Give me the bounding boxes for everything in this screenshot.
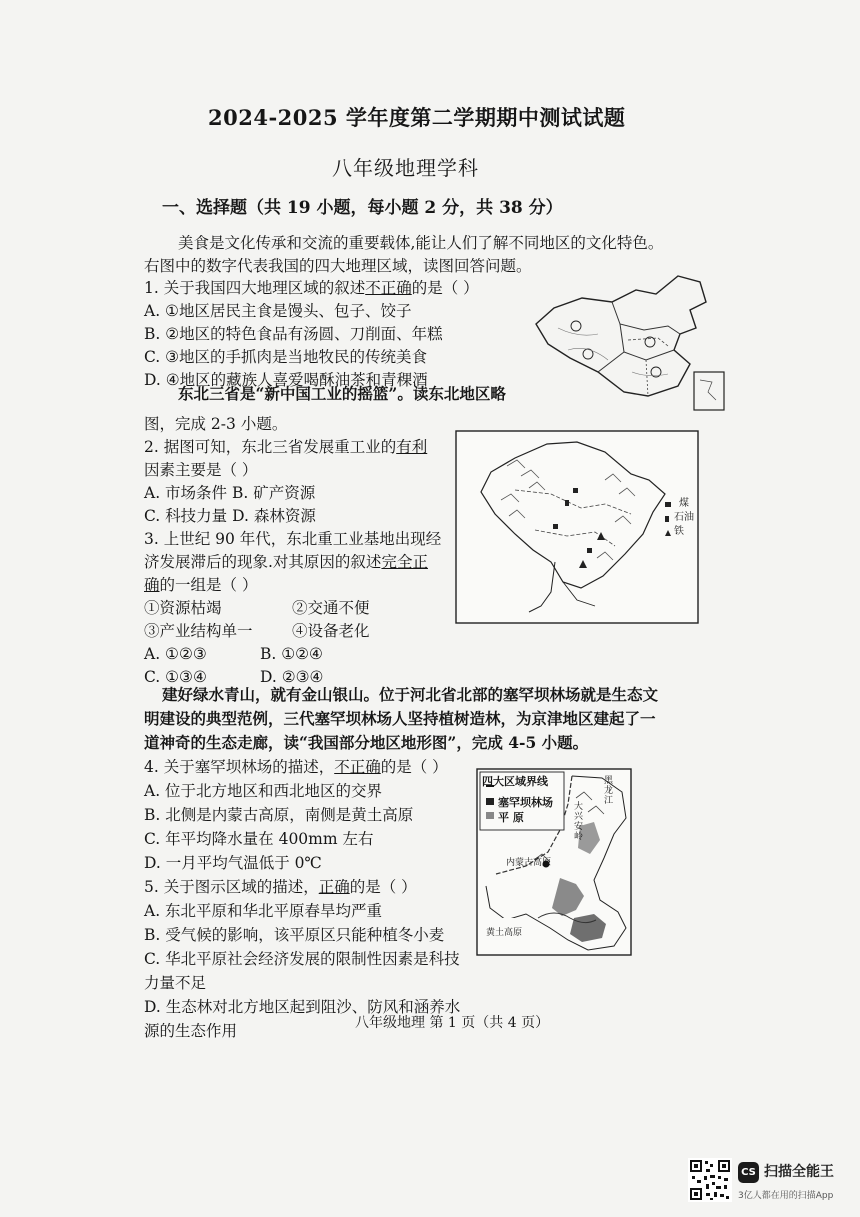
legend-saihanba-label: 塞罕坝林场 xyxy=(498,796,553,809)
question-3-statement-4: ④设备老化 xyxy=(292,622,370,640)
question-4-option-d: D. 一月平均气温低于 0℃ xyxy=(144,854,322,872)
page-footer: 八年级地理 第 1 页（共 4 页） xyxy=(355,1015,550,1031)
question-5-stem xyxy=(144,877,417,897)
question-3-option-c: C. ①③④ xyxy=(144,668,207,686)
question-5-option-d-cont: 源的生态作用 xyxy=(144,1022,238,1040)
stem-emphasis: 不正确 xyxy=(334,758,381,776)
question-3-statement-2: ②交通不便 xyxy=(292,599,370,617)
question-2-stem-line2: 因素主要是（ ） xyxy=(144,461,258,479)
north-china-terrain-map xyxy=(476,768,632,956)
legend-iron-label: 铁 xyxy=(674,526,684,537)
label-heilongjiang: 黑 龙 江 xyxy=(604,776,614,806)
stem-text: 1. 关于我国四大地理区域的叙述 xyxy=(144,279,366,297)
question-2-stem xyxy=(144,437,427,457)
question-3-option-a: A. ①②③ xyxy=(144,645,207,663)
question-4-option-a: A. 位于北方地区和西北地区的交界 xyxy=(144,782,383,800)
question-2-options-cd: C. 科技力量 D. 森林资源 xyxy=(144,507,316,525)
intro-paragraph-line: 右图中的数字代表我国的四大地理区域，读图回答问题。 xyxy=(144,257,532,275)
exam-subject: 八年级地理学科 xyxy=(332,156,479,180)
question-3-stem-line2 xyxy=(144,552,428,572)
stem-emphasis: 正确 xyxy=(318,878,350,896)
question-5-option-c: C. 华北平原社会经济发展的限制性因素是科技 xyxy=(144,950,460,968)
china-regions-map xyxy=(528,268,733,418)
intro-paragraph-line: 图，完成 2-3 小题。 xyxy=(144,415,288,433)
legend-plain-label: 平 原 xyxy=(498,811,524,824)
question-1-stem xyxy=(144,278,479,298)
question-1-option-a: A. ①地区居民主食是馒头、包子、饺子 xyxy=(144,302,412,320)
question-5-option-a: A. 东北平原和华北平原春旱均严重 xyxy=(144,902,383,920)
question-5-option-d: D. 生态林对北方地区起到阻沙、防风和涵养水 xyxy=(144,998,461,1016)
intro-paragraph-line: 明建设的典型范例，三代塞罕坝林场人坚持植树造林，为京津地区建起了一 xyxy=(144,709,656,728)
stem-text: 5. 关于图示区域的描述， xyxy=(144,878,319,896)
intro-paragraph-line: 美食是文化传承和交流的重要载体,能让人们了解不同地区的文化特色。 xyxy=(178,234,664,252)
question-3-stem-line3 xyxy=(144,575,257,595)
stem-text: 的一组是（ ） xyxy=(159,576,258,594)
legend-oil-label: 石油 xyxy=(674,512,694,523)
stem-emphasis: 不正确 xyxy=(365,279,412,297)
intro-paragraph-line: 东北三省是“新中国工业的摇篮”。读东北地区略 xyxy=(178,384,506,403)
stem-text: 2. 据图可知，东北三省发展重工业的 xyxy=(144,438,397,456)
question-4-option-c: C. 年平均降水量在 400mm 左右 xyxy=(144,830,374,848)
intro-paragraph-line: 道神奇的生态走廊，读“我国部分地区地形图”，完成 4-5 小题。 xyxy=(144,733,589,752)
question-5-option-b: B. 受气候的影响，该平原区只能种植冬小麦 xyxy=(144,926,445,944)
stem-emphasis: 有利 xyxy=(396,438,428,456)
label-huangtu: 黄土高原 xyxy=(486,928,523,938)
question-3-option-b: B. ①②④ xyxy=(260,645,323,663)
label-neimenggu: 内蒙古高原 xyxy=(506,858,552,868)
scanner-watermark xyxy=(688,1158,853,1210)
question-1-option-b: B. ②地区的特色食品有汤圆、刀削面、年糕 xyxy=(144,325,443,343)
question-5-option-c-cont: 力量不足 xyxy=(144,974,207,992)
northeast-china-map xyxy=(455,430,699,624)
question-4-option-b: B. 北侧是内蒙古高原，南侧是黄土高原 xyxy=(144,806,414,824)
question-1-option-d: D. ④地区的藏族人喜爱喝酥油茶和青稞酒 xyxy=(144,371,428,389)
stem-text: 的是（ ） xyxy=(349,878,417,896)
question-3-stem: 3. 上世纪 90 年代，东北重工业基地出现经 xyxy=(144,530,442,548)
stem-text: 的是（ ） xyxy=(411,279,479,297)
stem-emphasis: 完全正 xyxy=(381,553,428,571)
question-3-option-d: D. ②③④ xyxy=(260,668,324,686)
stem-text: 的是（ ） xyxy=(380,758,448,776)
intro-paragraph-line: 建好绿水青山，就有金山银山。位于河北省北部的塞罕坝林场就是生态文 xyxy=(162,685,659,704)
section-heading: 一、选择题（共 19 小题，每小题 2 分，共 38 分） xyxy=(162,198,563,218)
qr-code-icon xyxy=(688,1158,732,1202)
stem-text: 济发展滞后的现象.对其原因的叙述 xyxy=(144,553,382,571)
stem-emphasis: 确 xyxy=(144,576,160,594)
legend-boundary-label: 四大区域界线 xyxy=(482,775,548,788)
question-2-options-ab: A. 市场条件 B. 矿产资源 xyxy=(144,484,316,502)
legend-coal-label: 煤 xyxy=(679,498,689,509)
camscanner-logo-icon: CS xyxy=(738,1162,759,1183)
question-4-stem xyxy=(144,757,448,777)
stem-text: 4. 关于塞罕坝林场的描述， xyxy=(144,758,335,776)
label-daxinganling: 大 兴 安 岭 xyxy=(574,802,584,842)
question-1-option-c: C. ③地区的手抓肉是当地牧民的传统美食 xyxy=(144,348,428,366)
camscanner-tagline: 3亿人都在用的扫描App xyxy=(738,1191,834,1201)
question-3-statement-1: ①资源枯竭 xyxy=(144,599,222,617)
exam-title: 2024-2025 学年度第二学期期中测试试题 xyxy=(208,105,626,130)
question-3-statement-3: ③产业结构单一 xyxy=(144,622,253,640)
camscanner-app-name: 扫描全能王 xyxy=(764,1164,834,1180)
